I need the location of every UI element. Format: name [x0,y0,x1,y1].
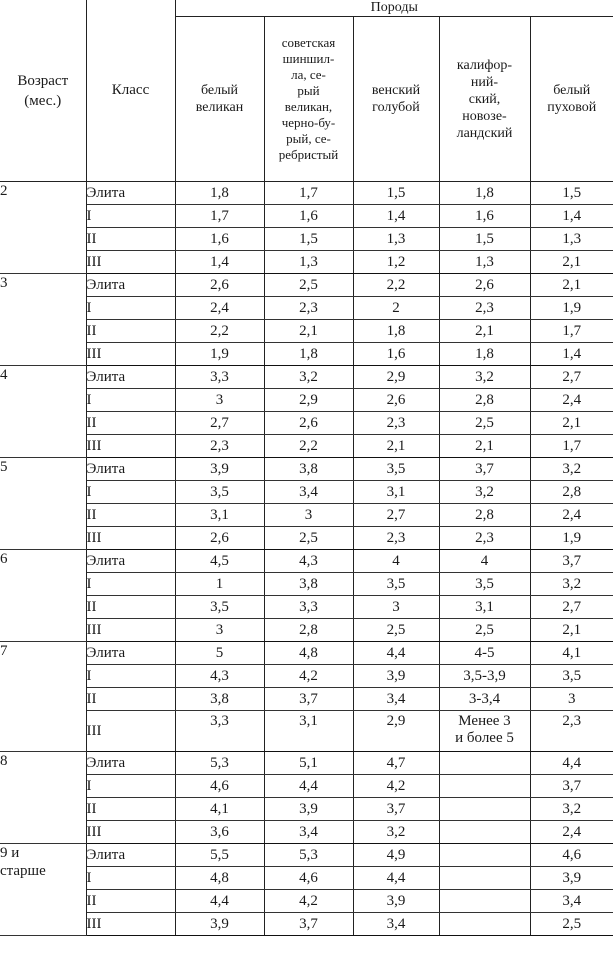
class-cell: III [86,435,175,458]
value-cell-breed-1: 3,9 [175,913,264,936]
value-cell-breed-5: 2,1 [530,274,613,297]
age-cell: 4 [0,366,86,458]
value-cell-breed-3: 4,4 [353,642,439,665]
class-cell: II [86,798,175,821]
table-row [0,320,613,343]
table-row [0,481,613,504]
value-cell-breed-4: 1,8 [439,182,530,205]
value-cell-breed-4: 4-5 [439,642,530,665]
value-cell-breed-2: 2,5 [264,527,353,550]
breed-header-2 [264,17,353,182]
value-cell-breed-3: 2,9 [353,366,439,389]
breed-header-label: белый великан [195,83,244,115]
value-cell-breed-4 [439,752,530,775]
value-cell-breed-2: 1,5 [264,228,353,251]
value-cell-breed-2: 1,6 [264,205,353,228]
value-cell-breed-3: 3,7 [353,798,439,821]
value-cell-breed-5: 1,9 [530,527,613,550]
class-cell: I [86,297,175,320]
value-cell-breed-2: 3,9 [264,798,353,821]
value-cell-breed-1: 4,3 [175,665,264,688]
value-cell-breed-1: 3,9 [175,458,264,481]
class-cell: I [86,867,175,890]
table-row [0,343,613,366]
class-cell: III [86,343,175,366]
age-cell: 9 и старше [0,844,86,936]
table-row [0,412,613,435]
value-cell-breed-2: 3,8 [264,573,353,596]
value-cell-breed-5: 2,4 [530,821,613,844]
table-row [0,665,613,688]
value-cell-breed-5: 2,8 [530,481,613,504]
value-cell-breed-5: 4,4 [530,752,613,775]
value-cell-breed-1: 1,9 [175,343,264,366]
value-cell-breed-5: 2,1 [530,251,613,274]
value-cell-breed-4: 2,1 [439,320,530,343]
value-cell-breed-2: 4,8 [264,642,353,665]
value-cell-breed-5: 3,7 [530,550,613,573]
value-cell-breed-3: 3,9 [353,890,439,913]
table-row [0,821,613,844]
value-cell-breed-1: 4,1 [175,798,264,821]
class-cell: III [86,821,175,844]
table-row [0,619,613,642]
value-cell-breed-1: 3,5 [175,596,264,619]
class-cell: II [86,320,175,343]
value-cell-breed-1: 3,1 [175,504,264,527]
value-cell-breed-2: 2,9 [264,389,353,412]
value-cell-breed-2: 2,3 [264,297,353,320]
value-cell-breed-2: 2,1 [264,320,353,343]
value-cell-breed-5: 3,5 [530,665,613,688]
table-row [0,642,613,665]
class-cell: I [86,389,175,412]
class-cell: Элита [86,844,175,867]
value-cell-breed-2: 4,2 [264,890,353,913]
value-cell-breed-1: 3 [175,619,264,642]
value-cell-breed-5: 2,7 [530,596,613,619]
class-cell: I [86,573,175,596]
value-cell-breed-4: 1,6 [439,205,530,228]
value-cell-breed-4: 3,2 [439,481,530,504]
class-cell: III [86,711,175,752]
table-row [0,274,613,297]
class-cell: Элита [86,182,175,205]
value-cell-breed-4 [439,913,530,936]
value-cell-breed-5: 3,7 [530,775,613,798]
class-cell: Элита [86,752,175,775]
table-row [0,798,613,821]
value-cell-breed-2: 4,3 [264,550,353,573]
value-cell-breed-5: 2,4 [530,389,613,412]
table-row [0,205,613,228]
table-row [0,366,613,389]
value-cell-breed-1: 1,7 [175,205,264,228]
value-cell-breed-1: 1,4 [175,251,264,274]
value-cell-breed-2: 5,3 [264,844,353,867]
value-cell-breed-5: 2,1 [530,619,613,642]
class-cell: II [86,228,175,251]
breed-header-label: калифор- ний- ский, новозе- ландский [456,57,513,141]
table-row [0,527,613,550]
value-cell-breed-2: 3,7 [264,688,353,711]
value-cell-breed-4: 3,2 [439,366,530,389]
value-cell-breed-5: 1,5 [530,182,613,205]
class-cell: I [86,205,175,228]
value-cell-breed-2: 2,6 [264,412,353,435]
value-cell-breed-4: Менее 3 и более 5 [439,711,530,752]
age-cell: 2 [0,182,86,274]
value-cell-breed-4: 2,8 [439,389,530,412]
value-cell-breed-2: 3,1 [264,711,353,752]
age-column-header [0,0,86,182]
value-cell-breed-5: 3,2 [530,573,613,596]
value-cell-breed-1: 2,6 [175,527,264,550]
value-cell-breed-3: 2,7 [353,504,439,527]
value-cell-breed-5: 4,1 [530,642,613,665]
value-cell-breed-3: 4,4 [353,867,439,890]
value-cell-breed-4: 3,5 [439,573,530,596]
value-cell-breed-5: 4,6 [530,844,613,867]
table-row [0,844,613,867]
class-cell: II [86,688,175,711]
value-cell-breed-2: 3,4 [264,481,353,504]
value-cell-breed-1: 3,6 [175,821,264,844]
value-cell-breed-4: 1,8 [439,343,530,366]
value-cell-breed-4: 2,3 [439,297,530,320]
value-cell-breed-4: 2,5 [439,412,530,435]
value-cell-breed-4 [439,798,530,821]
value-cell-breed-1: 5,5 [175,844,264,867]
table-row [0,775,613,798]
breed-header-5 [530,17,613,182]
table-row [0,504,613,527]
value-cell-breed-5: 1,7 [530,435,613,458]
value-cell-breed-1: 2,4 [175,297,264,320]
value-cell-breed-3: 3,4 [353,913,439,936]
breed-header-3 [353,17,439,182]
value-cell-breed-2: 3,7 [264,913,353,936]
value-cell-breed-3: 3,4 [353,688,439,711]
table-row [0,228,613,251]
table-row [0,913,613,936]
table-row [0,711,613,752]
value-cell-breed-1: 1 [175,573,264,596]
value-cell-breed-4 [439,890,530,913]
value-cell-breed-2: 3 [264,504,353,527]
table-row [0,890,613,913]
table-row [0,573,613,596]
class-column-header-label: Класс [111,82,150,98]
value-cell-breed-3: 2,3 [353,412,439,435]
class-cell: II [86,504,175,527]
age-cell: 8 [0,752,86,844]
value-cell-breed-1: 3,3 [175,711,264,752]
value-cell-breed-1: 5 [175,642,264,665]
age-cell: 5 [0,458,86,550]
table-row [0,550,613,573]
age-cell: 3 [0,274,86,366]
value-cell-breed-3: 2,5 [353,619,439,642]
value-cell-breed-4: 2,3 [439,527,530,550]
breed-header-4 [439,17,530,182]
value-cell-breed-3: 1,5 [353,182,439,205]
class-cell: III [86,251,175,274]
table-row [0,389,613,412]
value-cell-breed-3: 2,6 [353,389,439,412]
breed-header-label: венский голубой [371,83,421,115]
value-cell-breed-5: 1,4 [530,343,613,366]
value-cell-breed-5: 3 [530,688,613,711]
value-cell-breed-2: 4,4 [264,775,353,798]
value-cell-breed-1: 4,6 [175,775,264,798]
value-cell-breed-5: 3,2 [530,458,613,481]
value-cell-breed-4: 2,1 [439,435,530,458]
value-cell-breed-3: 2,9 [353,711,439,752]
value-cell-breed-2: 3,2 [264,366,353,389]
value-cell-breed-1: 1,6 [175,228,264,251]
class-cell: III [86,913,175,936]
value-cell-breed-3: 3,1 [353,481,439,504]
value-cell-breed-4: 2,6 [439,274,530,297]
breed-header-1 [175,17,264,182]
class-cell: III [86,619,175,642]
value-cell-breed-1: 3,5 [175,481,264,504]
value-cell-breed-3: 2,3 [353,527,439,550]
class-cell: I [86,665,175,688]
value-cell-breed-3: 3,2 [353,821,439,844]
class-cell: I [86,481,175,504]
value-cell-breed-3: 3 [353,596,439,619]
value-cell-breed-2: 4,6 [264,867,353,890]
table-row [0,182,613,205]
value-cell-breed-4: 2,5 [439,619,530,642]
value-cell-breed-3: 3,5 [353,458,439,481]
class-cell: Элита [86,366,175,389]
value-cell-breed-2: 1,8 [264,343,353,366]
table-row [0,596,613,619]
class-cell: I [86,775,175,798]
class-cell: II [86,412,175,435]
value-cell-breed-1: 4,5 [175,550,264,573]
value-cell-breed-1: 5,3 [175,752,264,775]
value-cell-breed-4: 3-3,4 [439,688,530,711]
value-cell-breed-4: 4 [439,550,530,573]
table-row [0,752,613,775]
table-row [0,297,613,320]
header-row-top [0,0,613,17]
value-cell-breed-5: 2,3 [530,711,613,752]
class-cell: Элита [86,274,175,297]
table-row [0,435,613,458]
value-cell-breed-1: 4,4 [175,890,264,913]
class-column-header [86,0,175,182]
value-cell-breed-3: 1,4 [353,205,439,228]
value-cell-breed-3: 1,8 [353,320,439,343]
value-cell-breed-2: 3,8 [264,458,353,481]
value-cell-breed-5: 3,2 [530,798,613,821]
value-cell-breed-3: 2 [353,297,439,320]
value-cell-breed-2: 2,8 [264,619,353,642]
value-cell-breed-5: 1,3 [530,228,613,251]
value-cell-breed-4: 3,7 [439,458,530,481]
value-cell-breed-5: 1,9 [530,297,613,320]
value-cell-breed-1: 3 [175,389,264,412]
age-cell: 6 [0,550,86,642]
value-cell-breed-1: 2,3 [175,435,264,458]
value-cell-breed-4 [439,867,530,890]
value-cell-breed-5: 3,4 [530,890,613,913]
table-row [0,458,613,481]
value-cell-breed-4 [439,821,530,844]
value-cell-breed-4: 3,1 [439,596,530,619]
breed-header-label: белый пуховой [547,83,597,115]
value-cell-breed-5: 2,4 [530,504,613,527]
table-row [0,867,613,890]
value-cell-breed-4 [439,775,530,798]
value-cell-breed-3: 1,2 [353,251,439,274]
value-cell-breed-2: 3,4 [264,821,353,844]
value-cell-breed-5: 1,7 [530,320,613,343]
value-cell-breed-3: 2,2 [353,274,439,297]
value-cell-breed-3: 3,9 [353,665,439,688]
value-cell-breed-2: 5,1 [264,752,353,775]
value-cell-breed-5: 1,4 [530,205,613,228]
value-cell-breed-3: 2,1 [353,435,439,458]
class-cell: III [86,527,175,550]
age-column-header-label: Возраст (мес.) [17,72,69,109]
value-cell-breed-5: 2,7 [530,366,613,389]
value-cell-breed-3: 1,6 [353,343,439,366]
value-cell-breed-3: 3,5 [353,573,439,596]
value-cell-breed-1: 3,3 [175,366,264,389]
value-cell-breed-3: 1,3 [353,228,439,251]
value-cell-breed-2: 3,3 [264,596,353,619]
value-cell-breed-3: 4,7 [353,752,439,775]
value-cell-breed-1: 2,7 [175,412,264,435]
class-cell: II [86,596,175,619]
value-cell-breed-3: 4 [353,550,439,573]
value-cell-breed-1: 1,8 [175,182,264,205]
value-cell-breed-5: 3,9 [530,867,613,890]
value-cell-breed-2: 2,5 [264,274,353,297]
breeds-group-header [175,0,613,17]
breed-header-label: советская шиншил- ла, се- рый великан, черно-бу- рый, се- ребристый [278,35,339,162]
value-cell-breed-5: 2,1 [530,412,613,435]
class-cell: II [86,890,175,913]
value-cell-breed-3: 4,9 [353,844,439,867]
table-row [0,688,613,711]
table-body [0,182,613,936]
value-cell-breed-4: 1,3 [439,251,530,274]
value-cell-breed-4: 3,5-3,9 [439,665,530,688]
value-cell-breed-1: 3,8 [175,688,264,711]
breeds-group-header-label: Породы [370,0,418,15]
class-cell: Элита [86,458,175,481]
value-cell-breed-4: 1,5 [439,228,530,251]
value-cell-breed-3: 4,2 [353,775,439,798]
value-cell-breed-2: 1,7 [264,182,353,205]
class-cell: Элита [86,642,175,665]
value-cell-breed-1: 4,8 [175,867,264,890]
value-cell-breed-2: 4,2 [264,665,353,688]
value-cell-breed-1: 2,6 [175,274,264,297]
value-cell-breed-2: 2,2 [264,435,353,458]
value-cell-breed-5: 2,5 [530,913,613,936]
value-cell-breed-2: 1,3 [264,251,353,274]
value-cell-breed-1: 2,2 [175,320,264,343]
table-row [0,251,613,274]
value-cell-breed-4: 2,8 [439,504,530,527]
class-cell: Элита [86,550,175,573]
value-cell-breed-4 [439,844,530,867]
age-cell: 7 [0,642,86,752]
